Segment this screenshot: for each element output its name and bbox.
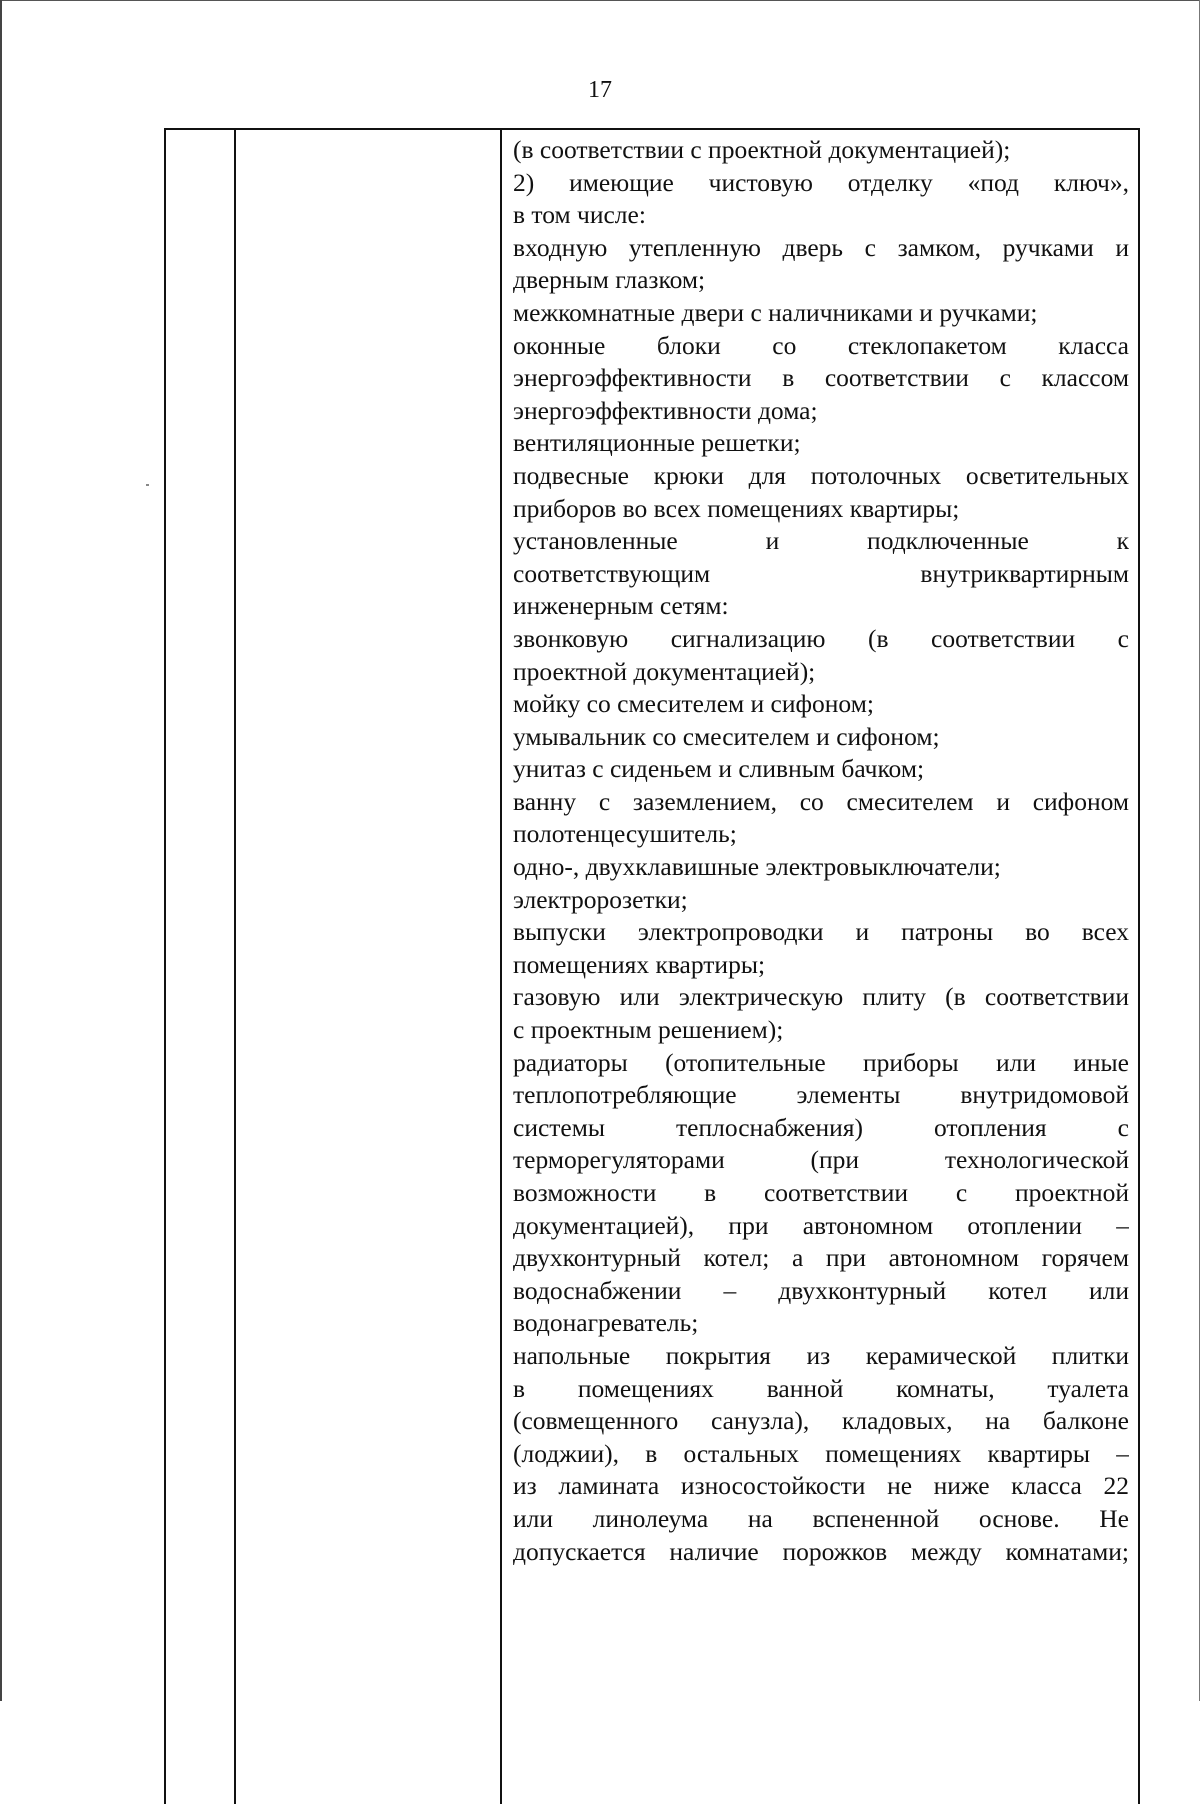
document-table (164, 128, 1140, 1804)
description-line: напольные покрытия из керамической плитки (513, 1340, 1129, 1370)
description-line: теплопотребляющие элементы внутридомовой (513, 1080, 1129, 1110)
scan-edge-left (0, 0, 2, 1701)
scan-speck (146, 484, 149, 486)
description-line: помещениях квартиры; (513, 949, 766, 979)
description-line: межкомнатные двери с наличниками и ручками; (513, 297, 1038, 327)
description-line: ванну с заземлением, со смесителем и сифоном (513, 786, 1129, 816)
description-line: оконные блоки со стеклопакетом класса (513, 330, 1129, 360)
description-line: с проектным решением); (513, 1015, 784, 1045)
description-line: (лоджии), в остальных помещениях квартиры – (513, 1438, 1129, 1468)
description-line: умывальник со смесителем и сифоном; (513, 721, 940, 751)
description-line: (совмещенного санузла), кладовых, на балконе (513, 1406, 1129, 1436)
description-line: 2) имеющие чистовую отделку «под ключ», (513, 167, 1129, 197)
description-line: допускается наличие порожков между комнатами; (513, 1536, 1129, 1566)
description-line: терморегуляторами (при технологической (513, 1145, 1129, 1175)
description-line: проектной документацией); (513, 656, 816, 686)
description-line: подвесные крюки для потолочных осветительных (513, 460, 1129, 490)
description-line: полотенцесушитель; (513, 819, 737, 849)
description-line: вентиляционные решетки; (513, 428, 801, 458)
description-line: звонковую сигнализацию (в соответствии с (513, 623, 1129, 653)
description-line: дверным глазком; (513, 265, 706, 295)
table-column-number (166, 130, 236, 1804)
description-line: газовую или электрическую плиту (в соответствии (513, 982, 1129, 1012)
description-line: радиаторы (отопительные приборы или иные (513, 1047, 1129, 1077)
table-column-description (502, 130, 1138, 1804)
description-line: водонагреватель; (513, 1308, 699, 1338)
description-line: возможности в соответствии с проектной (513, 1178, 1129, 1207)
description-line: водоснабжении – двухконтурный котел или (513, 1275, 1129, 1305)
description-line: электророзетки; (513, 884, 688, 914)
description-line: установленные и подключенные к (513, 526, 1129, 556)
description-line: из ламината износостойкости не ниже класса 22 (513, 1471, 1129, 1501)
description-line: унитаз с сиденьем и сливным бачком; (513, 754, 925, 784)
description-line: в помещениях ванной комнаты, туалета (513, 1373, 1129, 1403)
description-line: (в соответствии с проектной документацией); (513, 135, 1011, 164)
description-line: системы теплоснабжения) отопления с (513, 1112, 1129, 1142)
description-line: энергоэффективности дома; (513, 395, 818, 425)
description-line: в том числе: (513, 200, 646, 230)
description-line: входную утепленную дверь с замком, ручками и (513, 232, 1129, 262)
description-line: соответствующим внутриквартирным (513, 558, 1129, 588)
description-line: приборов во всех помещениях квартиры; (513, 493, 960, 523)
table-column-name (236, 130, 502, 1804)
description-line: инженерным сетям: (513, 591, 729, 621)
description-line: мойку со смесителем и сифоном; (513, 689, 874, 719)
description-line: энергоэффективности в соответствии с классом (513, 363, 1129, 393)
description-line: или линолеума на вспененной основе. Не (513, 1503, 1129, 1533)
description-line: двухконтурный котел; а при автономном горячем (513, 1243, 1129, 1273)
description-line: документацией), при автономном отоплении – (513, 1210, 1129, 1240)
description-line: одно-, двухклавишные электровыключатели; (513, 852, 1001, 882)
scan-edge-top (0, 0, 1200, 1)
description-line: выпуски электропроводки и патроны во всех (513, 917, 1129, 947)
page-number: 17 (588, 77, 612, 103)
